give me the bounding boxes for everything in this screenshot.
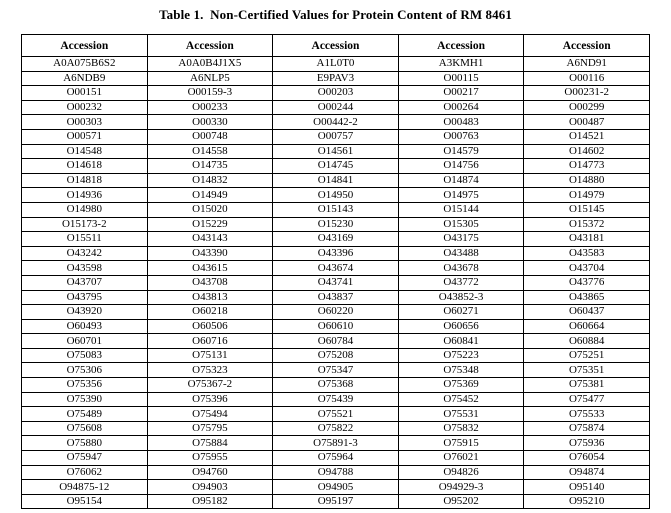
accession-cell: O75531 — [398, 407, 524, 422]
accession-cell: O43741 — [273, 275, 399, 290]
accession-cell: O00748 — [147, 129, 273, 144]
accession-cell: O14980 — [22, 202, 148, 217]
accession-cell: O60493 — [22, 319, 148, 334]
accession-cell: O95197 — [273, 494, 399, 509]
accession-cell: O94905 — [273, 480, 399, 495]
accession-cell: O14950 — [273, 188, 399, 203]
accession-cell: O14579 — [398, 144, 524, 159]
accession-cell: O75351 — [524, 363, 650, 378]
accession-cell: O14818 — [22, 173, 148, 188]
accession-cell: O00299 — [524, 100, 650, 115]
accession-cell: O14558 — [147, 144, 273, 159]
accession-cell: O75396 — [147, 392, 273, 407]
accession-cell: O43707 — [22, 275, 148, 290]
accession-cell: O00442-2 — [273, 115, 399, 130]
accession-cell: O14521 — [524, 129, 650, 144]
accession-cell: O94903 — [147, 480, 273, 495]
accession-cell: O75251 — [524, 348, 650, 363]
accession-cell: O75489 — [22, 407, 148, 422]
accession-cell: O00232 — [22, 100, 148, 115]
accession-cell: O15511 — [22, 232, 148, 247]
accession-cell: O60220 — [273, 305, 399, 320]
accession-cell: O75452 — [398, 392, 524, 407]
accession-cell: O75494 — [147, 407, 273, 422]
accession-cell: O60701 — [22, 334, 148, 349]
accession-cell: O00115 — [398, 71, 524, 86]
accession-cell: O14832 — [147, 173, 273, 188]
accession-cell: O00264 — [398, 100, 524, 115]
accession-cell: O75947 — [22, 451, 148, 466]
accession-cell: O00763 — [398, 129, 524, 144]
table-row — [22, 392, 650, 407]
column-header-accession-1: Accession — [22, 35, 148, 57]
accession-cell: O43813 — [147, 290, 273, 305]
table-body — [22, 57, 650, 509]
table-row — [22, 334, 650, 349]
accession-cell: A6NDB9 — [22, 71, 148, 86]
accession-cell: O94788 — [273, 465, 399, 480]
accession-cell: O14975 — [398, 188, 524, 203]
accession-cell: O60271 — [398, 305, 524, 320]
accession-cell: O60506 — [147, 319, 273, 334]
accession-cell: O60664 — [524, 319, 650, 334]
accession-cell: O14880 — [524, 173, 650, 188]
accession-cell: O75323 — [147, 363, 273, 378]
accession-cell: O00233 — [147, 100, 273, 115]
accession-cell: O75208 — [273, 348, 399, 363]
accession-cell: O00757 — [273, 129, 399, 144]
accession-cell: O14773 — [524, 159, 650, 174]
column-header-accession-5: Accession — [524, 35, 650, 57]
table-row — [22, 57, 650, 72]
accession-cell: O76062 — [22, 465, 148, 480]
accession-cell: O94760 — [147, 465, 273, 480]
accession-cell: O75832 — [398, 421, 524, 436]
accession-cell: O60610 — [273, 319, 399, 334]
accession-cell: O75083 — [22, 348, 148, 363]
accession-cell: O95202 — [398, 494, 524, 509]
accession-cell: O75348 — [398, 363, 524, 378]
accession-cell: O76054 — [524, 451, 650, 466]
accession-cell: O75367-2 — [147, 378, 273, 393]
accession-cell: O43143 — [147, 232, 273, 247]
accession-cell: O43704 — [524, 261, 650, 276]
accession-cell: A3KMH1 — [398, 57, 524, 72]
accession-cell: O14936 — [22, 188, 148, 203]
table-row — [22, 378, 650, 393]
column-header-accession-4: Accession — [398, 35, 524, 57]
accession-cell: O43852-3 — [398, 290, 524, 305]
accession-cell: O75306 — [22, 363, 148, 378]
accession-cell: O00483 — [398, 115, 524, 130]
accession-cell: O75347 — [273, 363, 399, 378]
table-row — [22, 86, 650, 101]
accession-cell: O60218 — [147, 305, 273, 320]
accession-cell: A6ND91 — [524, 57, 650, 72]
table-row — [22, 451, 650, 466]
accession-cell: O75131 — [147, 348, 273, 363]
accession-cell: A0A0B4J1X5 — [147, 57, 273, 72]
accession-cell: O15143 — [273, 202, 399, 217]
table-row — [22, 319, 650, 334]
accession-cell: O60841 — [398, 334, 524, 349]
table-row — [22, 202, 650, 217]
table-row — [22, 100, 650, 115]
table-title: Table 1. Non-Certified Values for Protein Content of RM 8461 — [159, 7, 512, 22]
table-row — [22, 421, 650, 436]
table-row — [22, 348, 650, 363]
accession-cell: O15020 — [147, 202, 273, 217]
accession-cell: O15305 — [398, 217, 524, 232]
accession-cell: O00159-3 — [147, 86, 273, 101]
accession-cell: O15230 — [273, 217, 399, 232]
accession-cell: O43837 — [273, 290, 399, 305]
accession-cell: O75477 — [524, 392, 650, 407]
accession-cell: O14745 — [273, 159, 399, 174]
accession-cell: O94929-3 — [398, 480, 524, 495]
table-row — [22, 261, 650, 276]
accession-cell: O75874 — [524, 421, 650, 436]
accession-cell: O95210 — [524, 494, 650, 509]
table-row — [22, 144, 650, 159]
table-row — [22, 305, 650, 320]
accession-cell: O43865 — [524, 290, 650, 305]
accession-cell: O75521 — [273, 407, 399, 422]
accession-cell: O75533 — [524, 407, 650, 422]
accession-cell: O43242 — [22, 246, 148, 261]
accession-cell: O15229 — [147, 217, 273, 232]
accession-cell: O00217 — [398, 86, 524, 101]
table-row — [22, 494, 650, 509]
table-row — [22, 465, 650, 480]
table-row — [22, 173, 650, 188]
accession-cell: O14618 — [22, 159, 148, 174]
accession-cell: O14756 — [398, 159, 524, 174]
accession-cell: O00330 — [147, 115, 273, 130]
accession-cell: O43181 — [524, 232, 650, 247]
accession-table — [21, 34, 650, 509]
accession-cell: O00203 — [273, 86, 399, 101]
accession-cell: O75390 — [22, 392, 148, 407]
accession-cell: O76021 — [398, 451, 524, 466]
accession-cell: O43175 — [398, 232, 524, 247]
accession-cell: A6NLP5 — [147, 71, 273, 86]
accession-cell: O75884 — [147, 436, 273, 451]
accession-cell: O15145 — [524, 202, 650, 217]
table-row — [22, 232, 650, 247]
accession-cell: O75356 — [22, 378, 148, 393]
accession-cell: O14874 — [398, 173, 524, 188]
accession-cell: O14548 — [22, 144, 148, 159]
table-row — [22, 480, 650, 495]
accession-cell: O75223 — [398, 348, 524, 363]
accession-cell: O75822 — [273, 421, 399, 436]
accession-cell: O60716 — [147, 334, 273, 349]
table-row — [22, 436, 650, 451]
accession-cell: O43772 — [398, 275, 524, 290]
accession-cell: O43169 — [273, 232, 399, 247]
accession-cell: O75891-3 — [273, 436, 399, 451]
accession-cell: O00231-2 — [524, 86, 650, 101]
accession-cell: O60437 — [524, 305, 650, 320]
accession-cell: O43920 — [22, 305, 148, 320]
table-row — [22, 159, 650, 174]
accession-cell: O75955 — [147, 451, 273, 466]
accession-cell: O94875-12 — [22, 480, 148, 495]
accession-cell: O43776 — [524, 275, 650, 290]
accession-cell: O60656 — [398, 319, 524, 334]
accession-cell: O75880 — [22, 436, 148, 451]
table-row — [22, 363, 650, 378]
table-row — [22, 217, 650, 232]
accession-cell: O14561 — [273, 144, 399, 159]
accession-cell: O14841 — [273, 173, 399, 188]
accession-cell: O60884 — [524, 334, 650, 349]
accession-cell: O95182 — [147, 494, 273, 509]
accession-cell: O95140 — [524, 480, 650, 495]
table-row — [22, 129, 650, 144]
table-row — [22, 71, 650, 86]
accession-cell: O00303 — [22, 115, 148, 130]
accession-cell: O75915 — [398, 436, 524, 451]
table-row — [22, 246, 650, 261]
accession-cell: O43583 — [524, 246, 650, 261]
accession-cell: O75936 — [524, 436, 650, 451]
table-header — [22, 35, 650, 57]
accession-cell: O00571 — [22, 129, 148, 144]
accession-cell: O14949 — [147, 188, 273, 203]
accession-cell: O75369 — [398, 378, 524, 393]
accession-cell: O94874 — [524, 465, 650, 480]
accession-cell: O43598 — [22, 261, 148, 276]
accession-cell: O43708 — [147, 275, 273, 290]
accession-cell: O43390 — [147, 246, 273, 261]
accession-cell: O00116 — [524, 71, 650, 86]
accession-cell: O94826 — [398, 465, 524, 480]
accession-cell: O60784 — [273, 334, 399, 349]
accession-cell: O15372 — [524, 217, 650, 232]
accession-cell: O43615 — [147, 261, 273, 276]
accession-cell: O43678 — [398, 261, 524, 276]
accession-cell: O75368 — [273, 378, 399, 393]
table-row — [22, 188, 650, 203]
accession-cell: O15144 — [398, 202, 524, 217]
accession-cell: O75608 — [22, 421, 148, 436]
table-row — [22, 115, 650, 130]
column-header-accession-2: Accession — [147, 35, 273, 57]
table-row — [22, 290, 650, 305]
accession-cell: O00244 — [273, 100, 399, 115]
accession-cell: O00487 — [524, 115, 650, 130]
accession-cell: O00151 — [22, 86, 148, 101]
accession-cell: O14602 — [524, 144, 650, 159]
accession-cell: O75795 — [147, 421, 273, 436]
accession-cell: O75381 — [524, 378, 650, 393]
accession-cell: O75964 — [273, 451, 399, 466]
accession-cell: O43396 — [273, 246, 399, 261]
accession-cell: O75439 — [273, 392, 399, 407]
accession-cell: O43488 — [398, 246, 524, 261]
accession-cell: E9PAV3 — [273, 71, 399, 86]
accession-cell: A0A075B6S2 — [22, 57, 148, 72]
accession-cell: O15173-2 — [22, 217, 148, 232]
column-header-accession-3: Accession — [273, 35, 399, 57]
table-row — [22, 407, 650, 422]
accession-cell: O14735 — [147, 159, 273, 174]
table-row — [22, 275, 650, 290]
accession-cell: O43674 — [273, 261, 399, 276]
accession-cell: A1L0T0 — [273, 57, 399, 72]
accession-cell: O95154 — [22, 494, 148, 509]
accession-cell: O43795 — [22, 290, 148, 305]
accession-cell: O14979 — [524, 188, 650, 203]
header-row — [22, 35, 650, 57]
